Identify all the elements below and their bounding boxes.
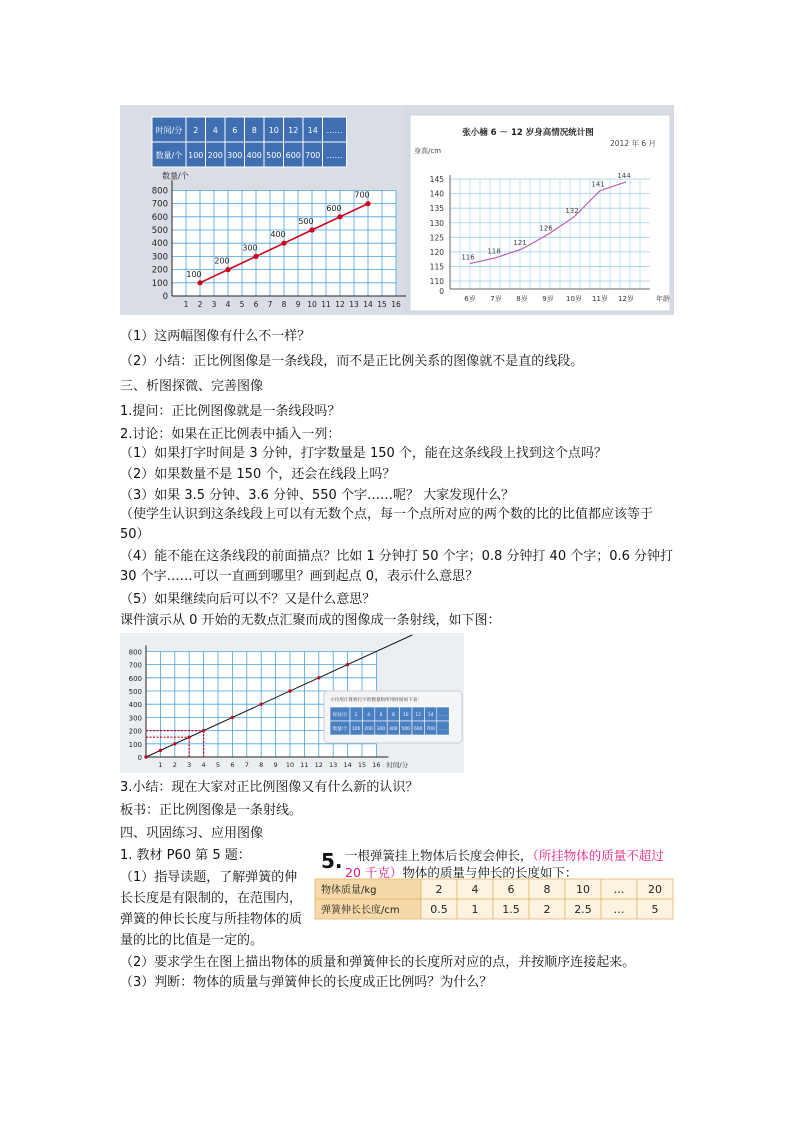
ray-x-label: 时间/分 xyxy=(386,761,409,769)
y-tick-label: 600 xyxy=(151,212,168,223)
x-tick-label: 9 xyxy=(295,300,301,309)
height-label: 141 xyxy=(591,180,605,189)
table-cell-text: 2 xyxy=(193,126,199,135)
data-point xyxy=(337,214,342,219)
y-tick-label: 400 xyxy=(151,239,168,250)
spring-table-text: 1 xyxy=(471,903,479,916)
board-note: 板书：正比例图像是一条射线。 xyxy=(120,803,303,818)
ray-y-tick: 500 xyxy=(128,688,142,696)
ray-point xyxy=(159,749,162,752)
x-tick-label: 4 xyxy=(225,300,231,309)
spring-table-text: … xyxy=(613,883,625,896)
spring-table-text: 5 xyxy=(651,903,659,916)
table-cell-text: …… xyxy=(326,126,343,135)
inset-cell-text: 600 xyxy=(414,727,423,732)
exercise-limit-2: 20 千克） xyxy=(345,865,403,880)
inset-cell-text: 8 xyxy=(392,713,395,718)
data-label: 100 xyxy=(186,269,202,279)
table-cell-text: 100 xyxy=(188,151,204,160)
table-cell-text: 700 xyxy=(305,151,321,160)
ray-y-tick: 0 xyxy=(137,754,142,762)
y-tick-label: 300 xyxy=(151,252,168,263)
figure-3-svg xyxy=(120,633,464,773)
spring-table-text: 8 xyxy=(543,883,551,896)
table-cell-text: 14 xyxy=(307,126,318,135)
question-1: （1）这两幅图像有什么不一样？ xyxy=(120,329,311,344)
x-tick-label: 11 xyxy=(321,300,331,309)
inset-cell-text: 500 xyxy=(401,727,410,732)
ray-x-tick: 13 xyxy=(329,761,338,769)
exercise-limit: （所挂物体的质量不超过 xyxy=(532,848,664,863)
right-y-tick: 115 xyxy=(429,262,444,272)
discussion-q3: （3）如果 3.5 分钟、3.6 分钟、550 个字……呢？ 大家发现什么？ xyxy=(120,488,515,503)
ray-x-tick: 4 xyxy=(201,761,206,769)
ray-x-tick: 9 xyxy=(273,761,278,769)
spring-table-text: 0.5 xyxy=(430,903,448,916)
demo-description: 课件演示从 0 开始的无数点汇聚而成的图像成一条射线，如下图： xyxy=(120,613,501,628)
data-label: 200 xyxy=(214,256,230,266)
x-tick-label: 16 xyxy=(391,300,401,309)
table-cell-text: 12 xyxy=(288,126,299,135)
right-y-tick: 135 xyxy=(429,204,444,214)
height-label: 126 xyxy=(539,224,553,233)
x-tick-label: 14 xyxy=(363,300,373,309)
right-y-tick: 125 xyxy=(429,233,444,243)
table-cell-text: 时间/分 xyxy=(155,126,183,135)
x-tick-label: 1 xyxy=(183,300,189,309)
figure-ray-chart xyxy=(120,633,464,773)
section-heading-3: 三、析图探微、完善图像 xyxy=(120,379,264,394)
data-label: 300 xyxy=(242,243,258,253)
table-cell-text: 8 xyxy=(251,126,257,135)
right-y-tick: 145 xyxy=(429,175,444,185)
spring-table-text: 2 xyxy=(435,883,443,896)
spring-table-text: 10 xyxy=(576,883,590,896)
ray-y-tick: 300 xyxy=(128,714,142,723)
textbook-ref: 1. 教材 P60 第 5 题： xyxy=(120,848,251,863)
inset-cell-text: 700 xyxy=(426,727,435,732)
right-y-tick: 120 xyxy=(429,247,444,257)
data-point xyxy=(225,267,230,272)
spring-table-text: 20 xyxy=(648,883,662,896)
discussion-q2: （2）如果数量不是 150 个，还会在线段上吗？ xyxy=(120,467,396,482)
ray-point xyxy=(144,755,147,758)
ray-point xyxy=(288,689,291,692)
spring-table-text: 2.5 xyxy=(574,903,592,916)
data-label: 600 xyxy=(326,203,342,213)
table-cell-text: 10 xyxy=(268,126,279,135)
right-chart-date: 2012 年 6 月 xyxy=(610,139,657,148)
teacher-note: （使学生认识到这条线段上可以有无数个点，每一个点所对应的两个数的比的比值都应该等于 50） xyxy=(120,507,654,542)
spring-table-text: 弹簧伸长长度/cm xyxy=(321,905,400,916)
inset-cell-text: 时间/分 xyxy=(332,713,348,718)
ray-x-tick: 11 xyxy=(300,761,309,769)
data-label: 400 xyxy=(270,230,286,240)
exercise-number: 5. xyxy=(321,849,343,873)
right-x-tick: 12岁 xyxy=(618,295,634,303)
ray-x-tick: 8 xyxy=(259,761,264,769)
spring-table-text: … xyxy=(613,903,625,916)
x-tick-label: 12 xyxy=(335,300,345,309)
discussion-2: 2.讨论：如果在正比例表中插入一列： xyxy=(120,427,341,442)
inset-cell-text: 100 xyxy=(352,727,361,732)
table-cell-text: 500 xyxy=(266,151,282,160)
data-point xyxy=(253,254,258,259)
ray-x-tick: 5 xyxy=(215,761,221,769)
ray-x-tick: 6 xyxy=(230,761,235,769)
discussion-q1: （1）如果打字时间是 3 分钟，打字数量是 150 个，能在这条线段上找到这个点吗？ xyxy=(120,446,607,461)
ray-point xyxy=(231,716,234,719)
data-point xyxy=(309,227,314,232)
data-point xyxy=(281,241,286,246)
table-cell-text: …… xyxy=(326,151,343,160)
ray-x-tick: 16 xyxy=(372,761,381,769)
height-label: 116 xyxy=(461,253,475,262)
x-tick-label: 15 xyxy=(377,300,387,309)
y-tick-label: 0 xyxy=(162,292,168,302)
inset-cell-text: 10 xyxy=(403,713,409,718)
y-tick-label: 200 xyxy=(151,265,168,276)
inset-cell-text: 400 xyxy=(389,727,398,732)
right-y-tick: 130 xyxy=(429,218,444,228)
discussion-q4: （4）能不能在这条线段的前面描点？比如 1 分钟打 50 个字；0.8 分钟打 40 个字；0.6 分钟打 30 个字……可以一直画到哪里？画到起点 0，表示什么意思？ xyxy=(120,549,674,584)
y-axis-label: 数量/个 xyxy=(162,171,189,181)
table-cell-text: 300 xyxy=(227,151,243,160)
right-x-tick: 6岁 xyxy=(464,295,476,303)
x-tick-label: 6 xyxy=(253,300,259,309)
ray-x-tick: 15 xyxy=(357,761,367,769)
ray-point xyxy=(346,663,349,666)
ray-x-tick: 7 xyxy=(244,761,249,769)
ray-x-tick: 10 xyxy=(285,761,295,769)
ray-x-tick: 12 xyxy=(314,761,323,769)
ray-y-tick: 100 xyxy=(128,740,142,749)
y-tick-label: 700 xyxy=(151,199,168,210)
discussion-q5: （5）如果继续向后可以不？又是什么意思？ xyxy=(120,592,376,607)
summary-2: （2）小结：正比例图像是一条线段，而不是正比例关系的图像就不是直的线段。 xyxy=(120,354,584,369)
x-tick-label: 3 xyxy=(211,300,217,309)
table-cell-text: 600 xyxy=(285,151,301,160)
inset-cell-text: …… xyxy=(438,727,448,732)
right-y-tick: 110 xyxy=(429,277,444,286)
table-cell-text: 400 xyxy=(246,151,262,160)
spring-table-text: 6 xyxy=(507,883,515,896)
inset-title: 小玲用计算机打字的数量和所用时间如下表： xyxy=(330,698,422,703)
inset-cell-text: 数量/个 xyxy=(332,727,348,732)
y-tick-label: 500 xyxy=(151,226,168,236)
right-chart-ylabel: 身高/cm xyxy=(414,147,442,155)
right-y-tick: 0 xyxy=(439,287,444,296)
inset-cell-text: 12 xyxy=(415,713,421,718)
ray-y-tick: 600 xyxy=(128,674,142,683)
spring-table-text: 物体质量/kg xyxy=(321,885,377,896)
figure-1-svg xyxy=(120,105,674,315)
table-cell-text: 6 xyxy=(232,126,238,135)
spring-table-text: 2 xyxy=(543,903,551,916)
table-cell-text: 200 xyxy=(207,151,223,160)
ray-point xyxy=(173,742,176,745)
spring-table-text: 4 xyxy=(471,883,479,896)
height-label: 132 xyxy=(565,206,579,215)
ray-y-tick: 400 xyxy=(128,701,142,710)
data-point xyxy=(197,280,202,285)
inset-cell-text: 6 xyxy=(379,713,383,718)
x-tick-label: 7 xyxy=(267,300,273,309)
ray-x-tick: 2 xyxy=(172,761,177,769)
judge-3: （3）判断：物体的质量与弹簧伸长的长度成正比例吗？为什么？ xyxy=(120,975,493,990)
exercise-main: 一根弹簧挂上物体后长度会伸长， xyxy=(345,848,533,863)
ray-x-tick: 14 xyxy=(343,761,352,769)
right-y-tick: 140 xyxy=(429,189,444,199)
data-point xyxy=(365,201,370,206)
ray-y-tick: 700 xyxy=(128,661,142,670)
y-tick-label: 800 xyxy=(151,186,168,197)
instruction-2: （2）要求学生在图上描出物体的质量和弹簧伸长的长度所对应的点，并按顺序连接起来。 xyxy=(120,955,636,970)
right-x-tick: 11岁 xyxy=(592,295,608,303)
guide-reading: （1）指导读题，了解弹簧的伸长长度是有限制的，在范围内，弹簧的伸长长度与所挂物体的质量的比的比值是一定的。 xyxy=(120,870,303,948)
right-x-tick: 8岁 xyxy=(516,295,528,303)
table-cell-text: 数量/个 xyxy=(155,151,183,160)
x-tick-label: 2 xyxy=(197,300,203,309)
summary-3: 3.小结：现在大家对正比例图像又有什么新的认识？ xyxy=(120,780,419,795)
right-x-label: 年龄 xyxy=(656,295,670,303)
table-cell-text: 4 xyxy=(212,126,218,135)
height-label: 144 xyxy=(617,171,631,180)
x-tick-label: 5 xyxy=(239,300,245,309)
y-tick-label: 100 xyxy=(151,278,168,289)
ray-x-tick: 1 xyxy=(158,761,163,769)
data-label: 700 xyxy=(354,190,370,200)
prompt-1: 1.提问：正比例图像就是一条线段吗？ xyxy=(120,404,341,419)
inset-cell-text: 200 xyxy=(364,727,373,732)
x-tick-label: 13 xyxy=(349,300,359,309)
right-x-tick: 7岁 xyxy=(490,295,502,303)
ray-y-tick: 800 xyxy=(128,648,142,657)
data-label: 500 xyxy=(298,217,314,226)
height-label: 121 xyxy=(513,238,527,247)
spring-exercise xyxy=(313,843,681,947)
inset-cell-text: …… xyxy=(438,713,448,718)
exercise-question xyxy=(345,847,685,881)
right-x-tick: 9岁 xyxy=(542,295,554,303)
x-tick-label: 8 xyxy=(281,300,287,309)
section-heading-4: 四、巩固练习、应用图像 xyxy=(120,826,264,841)
exercise-tail: 物体的质量与伸长的长度如下： xyxy=(402,865,578,880)
inset-cell-text: 14 xyxy=(427,713,434,718)
ray-point xyxy=(317,676,320,679)
ray-x-tick: 3 xyxy=(187,761,192,769)
figure-typing-and-height-charts xyxy=(120,105,674,315)
ray-y-tick: 200 xyxy=(128,727,142,736)
right-chart-title: 张小楠 6 － 12 岁身高情况统计图 xyxy=(462,128,594,138)
ray-point xyxy=(260,703,263,706)
inset-cell-text: 300 xyxy=(376,727,386,732)
inset-cell-text: 4 xyxy=(367,713,370,718)
spring-table-text: 1.5 xyxy=(502,903,520,916)
right-x-tick: 10岁 xyxy=(566,295,582,303)
x-tick-label: 10 xyxy=(307,300,317,309)
height-label: 118 xyxy=(487,247,501,256)
inset-cell-text: 2 xyxy=(354,713,358,718)
